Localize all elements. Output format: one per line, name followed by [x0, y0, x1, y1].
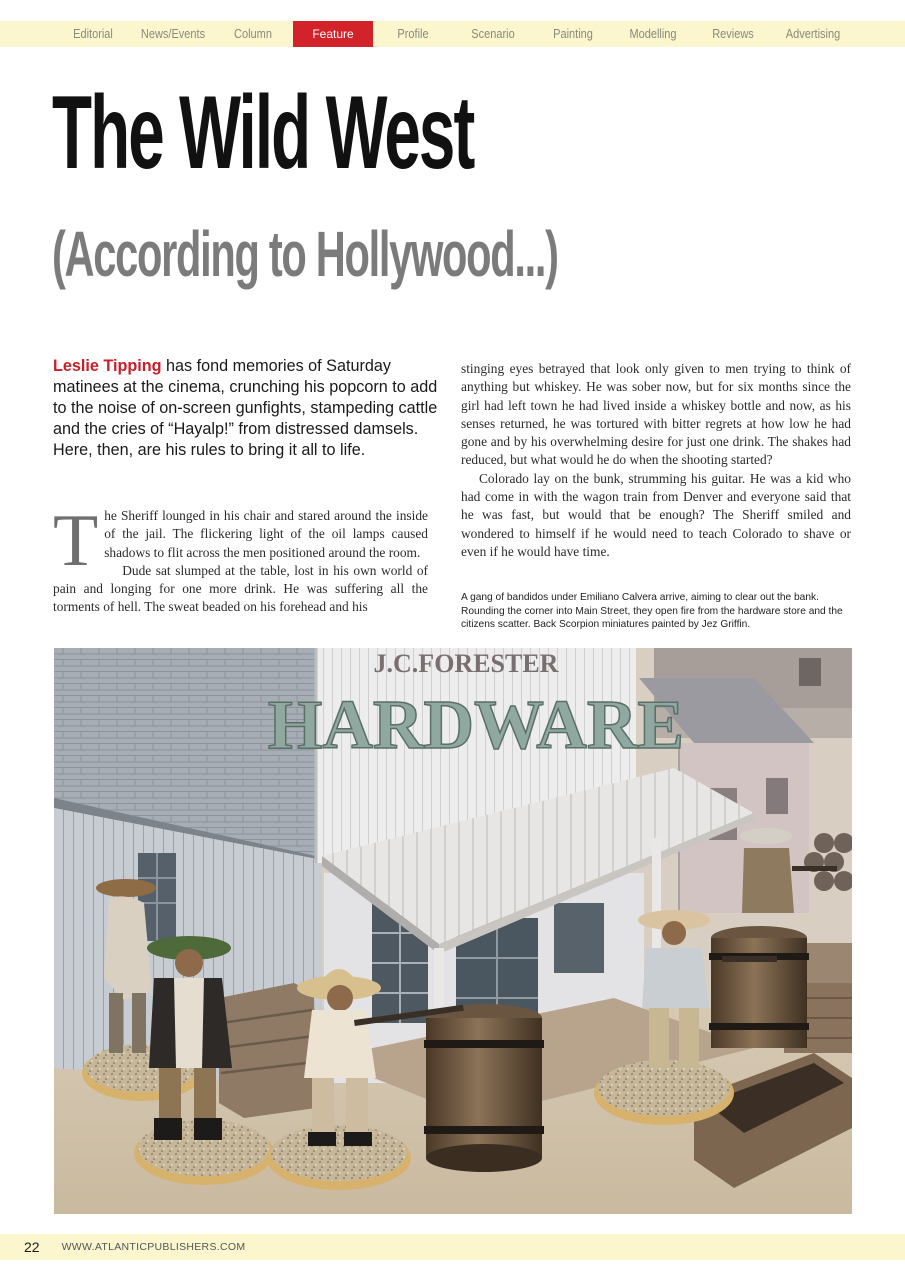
- article-title: The Wild West: [52, 75, 474, 191]
- page-number: 22: [24, 1239, 40, 1255]
- nav-item-news-events[interactable]: News/Events: [140, 27, 206, 41]
- nav-item-feature[interactable]: Feature: [293, 21, 373, 47]
- author-name: Leslie Tipping: [53, 357, 162, 375]
- drop-cap: T: [53, 500, 99, 582]
- nav-item-profile[interactable]: Profile: [397, 27, 429, 41]
- nav-item-advertising[interactable]: Advertising: [785, 27, 841, 41]
- paragraph-1-text: he Sheriff lounged in his chair and stared around the inside of the jail. The flickering light of the oil lamps caused shadows to flit across the men positioned around the room.: [104, 508, 428, 560]
- nav-item-scenario[interactable]: Scenario: [471, 27, 515, 41]
- paragraph-3: Colorado lay on the bunk, strumming his guitar. He was a kid who had come in with the wagon train from Denver and everyone said that he was fast, but would that be enough? The Sheriff smiled and wondered to himself if he would need to teach Colorado to shave or even if he would have time.: [461, 470, 851, 559]
- paragraph-2-part-1: Dude sat slumped at the table, lost in his own world of pain and longing for one more drink. He was suffering all the torments of hell. The sweat beaded on his forehead and his: [53, 562, 428, 615]
- nav-item-modelling[interactable]: Modelling: [629, 27, 677, 41]
- website-link[interactable]: WWW.ATLANTICPUBLISHERS.COM: [61, 1241, 246, 1253]
- intro-text: has fond memories of Saturday matinees at the cinema, crunching his popcorn to add to the noise of on-screen gunfights, stampeding cattle and the cries of “Hayalp!” from distressed damsels. Here, then, are his rules to bring it all to life.: [53, 357, 438, 459]
- article-intro: [53, 356, 445, 461]
- paragraph-1: [53, 500, 428, 582]
- nav-item-painting[interactable]: Painting: [553, 27, 593, 41]
- nav-item-editorial[interactable]: Editorial: [73, 27, 113, 41]
- section-nav: [0, 21, 905, 47]
- nav-item-column[interactable]: Column: [234, 27, 272, 41]
- paragraph-2-part-2: stinging eyes betrayed that look only given to men trying to think of anything but whiskey. He was sober now, but for six months since the girl had left town he had lived inside a whiskey bottle and now, as his senses returned, he was tortured with bitter regrets at how low he had gone and by his overwhelming desire for just one drink. The shakes had reduced, but what would he do when the shooting started?: [461, 361, 851, 468]
- sign-hardware: HARDWARE: [267, 687, 685, 764]
- photo-illustration: [54, 648, 852, 1214]
- body-column-left: [53, 500, 428, 617]
- article-photo: [54, 648, 852, 1214]
- sign-forester: J.C.FORESTER: [373, 649, 559, 678]
- article-subtitle: (According to Hollywood...): [52, 218, 558, 290]
- page-footer: [0, 1234, 905, 1260]
- nav-item-reviews[interactable]: Reviews: [712, 27, 754, 41]
- body-column-right: [461, 360, 851, 561]
- photo-caption: A gang of bandidos under Emiliano Calvera arrive, aiming to clear out the bank. Rounding the corner into Main Street, they open fire from the hardware store and the citizens scatter. Back Scorpion miniatures painted by Jez Griffin.: [461, 592, 843, 631]
